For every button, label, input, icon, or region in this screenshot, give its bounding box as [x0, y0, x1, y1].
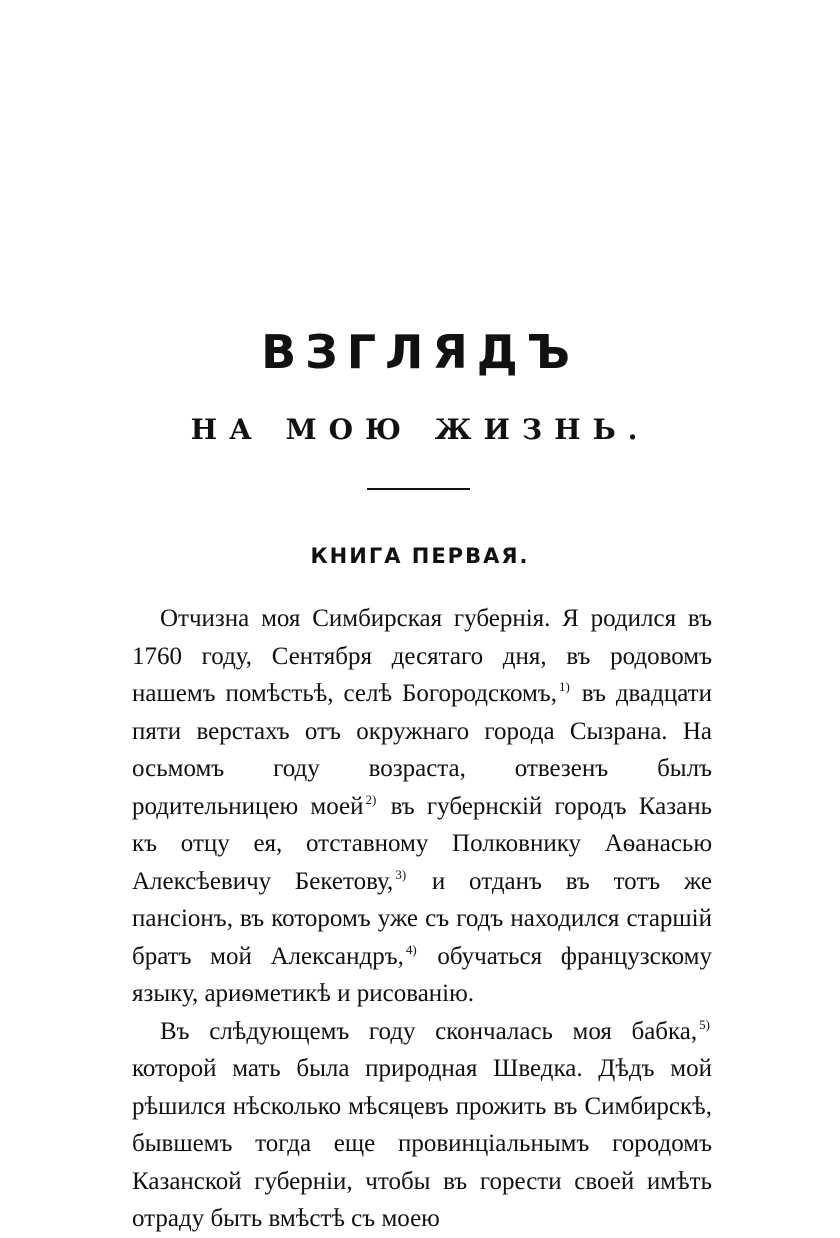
footnote-marker: 2) [365, 791, 377, 807]
footnote-marker: 3) [395, 866, 407, 882]
page-subtitle: НА МОЮ ЖИЗНЬ. [190, 413, 650, 446]
paragraph-text: въ губернскій городъ Казань къ отцу ея, отставному Полковнику Аѳанасью Алексѣевичу Бекетову, [132, 792, 712, 895]
paragraph-text: въ двадцати пяти верстахъ отъ окружнаго города Сызрана. На осьмомъ году возраста, отвезенъ былъ родительницею моей [132, 680, 712, 820]
paragraph-text: обучаться французскому языку, ариѳметикѣ и рисованію. [132, 942, 712, 1007]
footnote-marker: 5) [699, 1016, 710, 1032]
paragraph-text: которой мать была природная Шведка. Дѣдъ мой рѣшился нѣсколько мѣсяцевъ прожить въ Симбирскѣ, бывшемъ тогда еще провинціальнымъ городомъ Казанской губерніи, чтобы въ горести своей имѣть отраду быть вмѣстѣ съ моею [132, 1055, 712, 1232]
page-title: ВЗГЛЯДЪ [261, 325, 579, 379]
body-text [132, 600, 712, 1238]
paragraph-text: Въ слѣдующемъ году скончалась моя бабка, [160, 1017, 698, 1045]
paragraph-text: Отчизна моя Симбирская губернія. Я родился въ 1760 году, Сентября десятаго дня, въ родовомъ нашемъ помѣстьѣ, селѣ Богородскомъ, [132, 605, 712, 707]
paragraph-text: и отданъ въ тотъ же пансіонъ, въ которомъ уже съ годъ находился старшій братъ мой Александръ, [132, 867, 712, 970]
title-divider [367, 488, 470, 490]
footnote-marker: 1) [558, 679, 570, 694]
paragraph-2 [132, 1013, 712, 1238]
footnote-marker: 4) [405, 941, 417, 957]
paragraph-1 [132, 600, 712, 1013]
book-heading: КНИГА ПЕРВАЯ. [310, 544, 530, 568]
